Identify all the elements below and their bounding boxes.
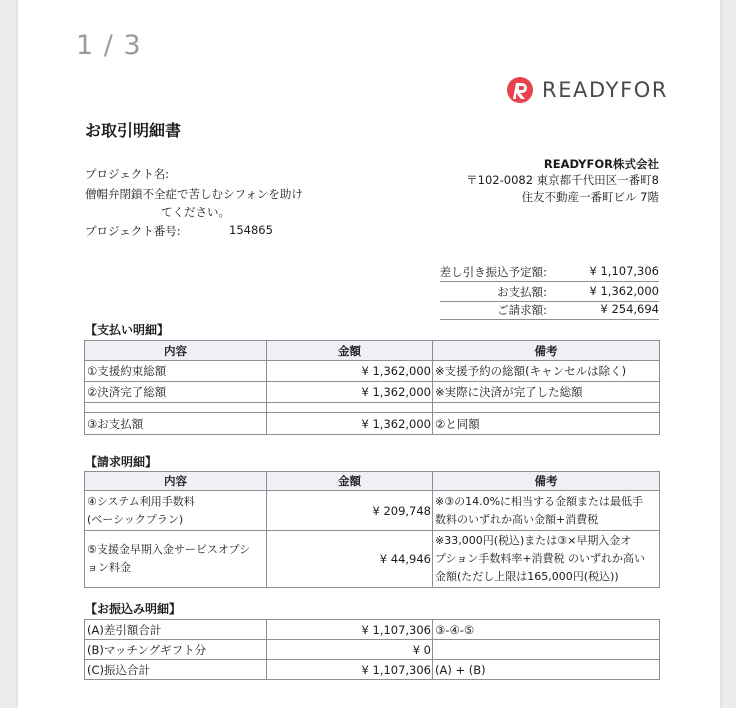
table-row [85, 413, 660, 435]
summary-row-transfer [440, 262, 659, 282]
project-number-value: 154865 [229, 223, 273, 237]
transfer-section-title: 【お振込み明細】 [85, 602, 182, 616]
page-indicator: 1 / 3 [76, 30, 142, 61]
column-header: 備考 [433, 341, 660, 361]
project-name-line2: てください。 [161, 205, 230, 219]
item-line: ョン料金 [87, 561, 131, 574]
summary-value: ¥ 1,362,000 [589, 284, 659, 298]
note-cell: (A) + (B) [433, 660, 660, 680]
item-cell [85, 531, 267, 588]
note-line: 数料のいずれか高い金額+消費税 [435, 512, 599, 526]
item-cell [85, 403, 267, 413]
company-address-1: 〒102-0082 東京都千代田区一番町8 [466, 173, 659, 187]
summary-value: ¥ 1,107,306 [589, 264, 659, 278]
amount-cell: ¥ 1,362,000 [267, 382, 433, 403]
project-name-label: プロジェクト名: [85, 167, 170, 181]
amount-cell [267, 403, 433, 413]
item-line: ⑤支援金早期入金サービスオプシ [87, 543, 251, 556]
billing-table [84, 471, 660, 588]
note-line: 金額(ただし上限は165,000円(税込)) [435, 570, 619, 583]
amount-cell: ¥ 1,362,000 [267, 361, 433, 382]
transfer-table [84, 619, 660, 680]
item-cell: (B)マッチングギフト分 [85, 640, 267, 660]
summary-row-payment [440, 282, 659, 302]
amount-cell: ¥ 44,946 [267, 531, 433, 588]
amount-cell: ¥ 209,748 [267, 491, 433, 531]
note-cell [433, 640, 660, 660]
company-name: READYFOR株式会社 [543, 157, 659, 171]
amount-cell: ¥ 0 [267, 640, 433, 660]
item-cell: (C)振込合計 [85, 660, 267, 680]
table-row [85, 382, 660, 403]
amount-cell: ¥ 1,362,000 [267, 413, 433, 435]
amount-cell: ¥ 1,107,306 [267, 660, 433, 680]
note-line: ※33,000円(税込)または③×早期入金オ [435, 534, 632, 547]
item-cell: ①支援約束総額 [85, 361, 267, 382]
note-cell: ※支援予約の総額(キャンセルは除く) [433, 361, 660, 382]
summary-label: お支払額: [497, 285, 547, 299]
note-cell [433, 531, 660, 588]
summary-label: ご請求額: [497, 303, 547, 317]
column-header: 内容 [85, 472, 267, 491]
table-row [85, 491, 660, 531]
project-name-line1: 僧帽弁閉鎖不全症で苦しむシフォンを助け [85, 187, 303, 201]
payment-table [84, 340, 660, 435]
table-row [85, 640, 660, 660]
table-row [85, 660, 660, 680]
summary-label: 差し引き振込予定額: [439, 265, 547, 279]
item-line: ④システム利用手数料 [87, 494, 195, 508]
item-cell [85, 491, 267, 531]
note-cell [433, 491, 660, 531]
table-row [85, 531, 660, 588]
item-line: (ベーシックプラン) [87, 512, 184, 526]
column-header: 金額 [267, 341, 433, 361]
note-line: プション手数料率+消費税 のいずれか高い [435, 552, 646, 565]
summary-row-billing [440, 300, 659, 320]
table-row [85, 361, 660, 382]
note-cell: ②と同額 [433, 413, 660, 435]
document-title: お取引明細書 [85, 121, 182, 140]
column-header: 内容 [85, 341, 267, 361]
logo-text: READYFOR [542, 78, 669, 102]
note-cell [433, 403, 660, 413]
project-number-label: プロジェクト番号: [85, 224, 181, 238]
column-header: 備考 [433, 472, 660, 491]
note-cell: ※実際に決済が完了した総額 [433, 382, 660, 403]
item-cell: ②決済完了総額 [85, 382, 267, 403]
column-header: 金額 [267, 472, 433, 491]
note-cell: ③-④-⑤ [433, 620, 660, 640]
billing-section-title: 【請求明細】 [85, 455, 158, 469]
summary-value: ¥ 254,694 [600, 302, 659, 316]
payment-section-title: 【支払い明細】 [85, 323, 170, 337]
item-cell: (A)差引額合計 [85, 620, 267, 640]
note-line: ※③の14.0%に相当する金額または最低手 [435, 494, 644, 508]
item-cell: ③お支払額 [85, 413, 267, 435]
amount-cell: ¥ 1,107,306 [267, 620, 433, 640]
readyfor-logo [506, 76, 668, 104]
table-row [85, 620, 660, 640]
company-address-2: 住友不動産一番町ビル 7階 [521, 190, 659, 204]
table-row-spacer [85, 403, 660, 413]
readyfor-logo-icon [506, 76, 534, 104]
